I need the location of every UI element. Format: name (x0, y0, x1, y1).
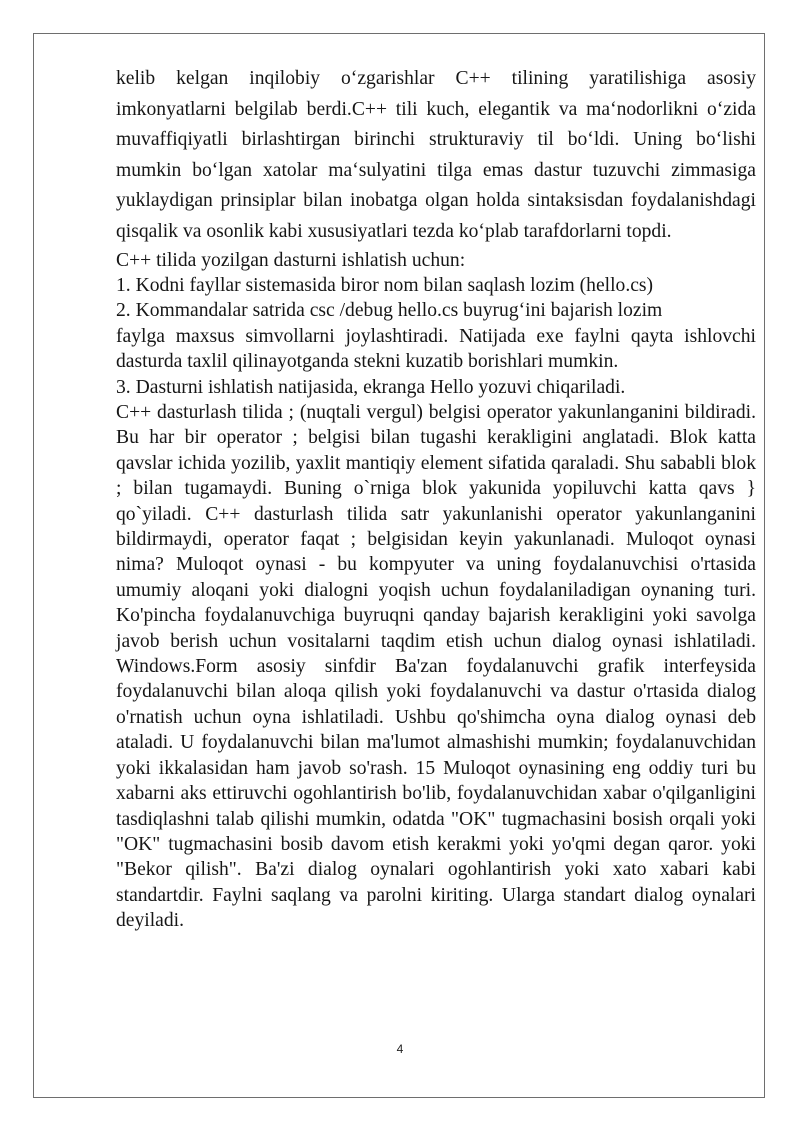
intro-line: C++ tilida yozilgan dasturni ishlatish uchun: (116, 249, 466, 271)
step-1: 1. Kodni fayllar sistemasida biror nom bilan saqlash lozim (hello.cs) (116, 274, 654, 296)
paragraph-cpp-history: kelib kelgan inqilobiy o‘zgarishlar C++ tilining yaratilishiga asosiy imkonyatlarni belgilab berdi.C++ tili kuch, elegantik va ma‘nodorlikni o‘zida muvaffiqiyatli birlashtirgan birinchi strukturaviy til bo‘ldi. Uning bo‘lishi mumkin bo‘lgan xatolar ma‘sulyatini tilga emas dastur tuzuvchi zimmasiga yuklaydigan prinsiplar bilan inobatga olgan holda sintaksisdan foydalanishdagi qisqalik va osonlik kabi xususiyatlari tezda ko‘plab tarafdorlarni topdi. (116, 68, 756, 242)
step-2: 2. Kommandalar satrida csc /debug hello.cs buyrug‘ini bajarish lozim (116, 300, 663, 322)
step-3: 3. Dasturni ishlatish natijasida, ekranga Hello yozuvi chiqariladi. (116, 376, 626, 398)
paragraph-dialog-windows: C++ dasturlash tilida ; (nuqtali vergul) belgisi operator yakunlanganini bildiradi. Bu har bir operator ; belgisi bilan tugashi kerakligini anglatadi. Blok katta qavslar ichida yozilib, yaxlit mantiqiy element sifatida qaraladi. Shu sababli blok ; bilan tugamaydi. Buning o`rniga blok yakunida yopiluvchi katta qavs } qo`yiladi. C++ dasturlash tilida satr yakunlanishi operator yakunlanganini bildirmaydi, operator faqat ; belgisidan keyin yakunlanadi. Muloqot oynasi nima? Muloqot oynasi - bu kompyuter va uning foydalanuvchisi o'rtasida umumiy aloqani yoki dialogni yoqish uchun foydalaniladigan oynaning turi. Ko'pincha foydalanuvchiga buyruqni qanday bajarish kerakligini yoki savolga javob berish uchun vositalarni taqdim etish uchun dialog oynasi ishlatiladi. Windows.Form asosiy sinfdir Ba'zan foydalanuvchi grafik interfeysida foydalanuvchi bilan aloqa qilish yoki foydalanuvchi va dastur o'rtasida dialog o'rnatish uchun oyna ishlatiladi. Ushbu qo'shimcha oyna dialog oynasi deb ataladi. U foydalanuvchi bilan ma'lumot almashishi mumkin; foydalanuvchidan yoki ikkalasidan ham javob so'rash. 15 Muloqot oynasining eng oddiy turi bu xabarni aks ettiruvchi ogohlantirish bo'lib, foydalanuvchidan xabar o'qilganligini tasdiqlashni talab qilishi mumkin, odatda "OK" tugmachasini bosish orqali yoki "OK" tugmachasini bosib davom etish kerakmi yoki yo'qmi degan qaror. yoki "Bekor qilish". Ba'zi dialog oynalari ogohlantirish yoki xato xabari kabi standartdir. Faylni saqlang va parolni kiriting. Ularga standart dialog oynalari deyiladi. (116, 402, 756, 932)
page-number: 4 (396, 1042, 404, 1056)
step-2-detail: faylga maxsus simvollarni joylashtiradi. Natijada exe faylni qayta ishlovchi dasturda taxlil qilinayotganda stekni kuzatib borishlari mumkin. (116, 325, 756, 373)
document-body (116, 64, 756, 934)
